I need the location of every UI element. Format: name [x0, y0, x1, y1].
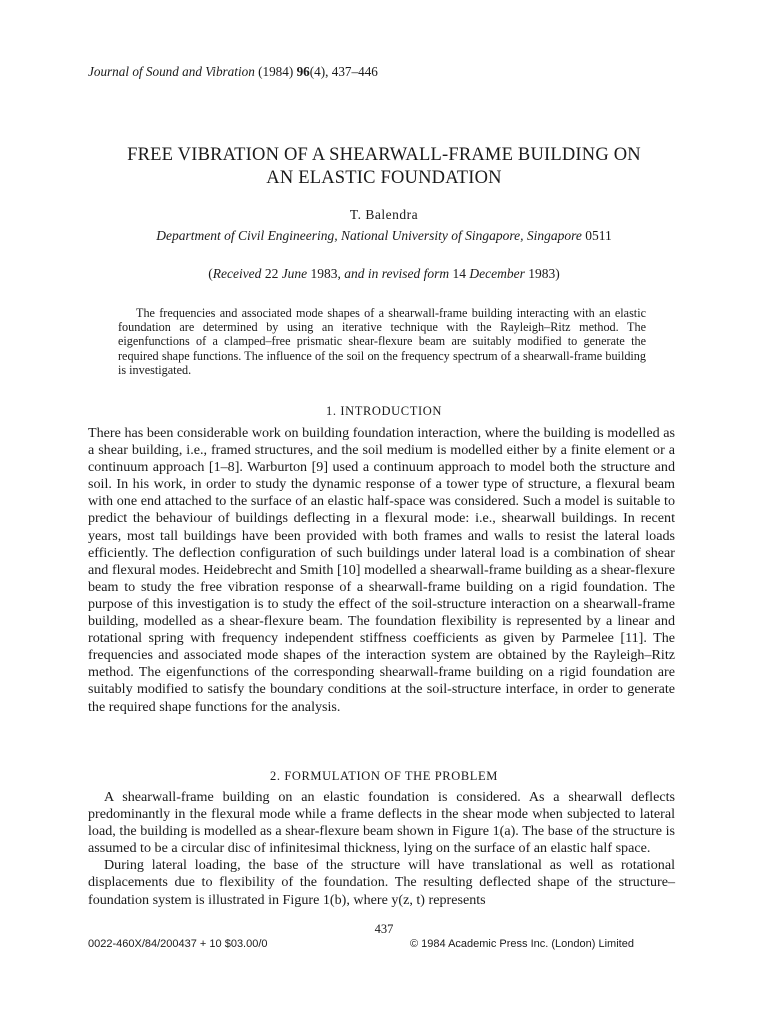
affiliation-postcode: 0511 — [585, 228, 612, 243]
formulation-body — [88, 789, 675, 909]
article-title — [60, 144, 708, 190]
abstract: The frequencies and associated mode shapes of a shearwall-frame building interacting with an elastic foundation are determined by using an iterative technique with the Rayleigh–Ritz method. The eigenfunctions of a clamped–free prismatic shear-flexure beam are suitably modified to generate the required shape functions. The influence of the soil on the frequency spectrum of a shearwall-frame building is investigated. — [118, 306, 646, 377]
journal-year: (1984) — [258, 64, 294, 79]
journal-citation — [88, 64, 378, 80]
received-dates — [0, 266, 768, 282]
section-heading-introduction: 1. INTRODUCTION — [326, 404, 442, 418]
journal-volume: 96 — [296, 64, 310, 79]
journal-issue-pages: (4), 437–446 — [309, 64, 378, 79]
revised-label: and in revised form — [344, 266, 450, 281]
title-line-1: FREE VIBRATION OF A SHEARWALL-FRAME BUILDING ON — [127, 145, 641, 165]
introduction-body — [88, 425, 675, 716]
paragraph: There has been considerable work on building foundation interaction, where the building is modelled as a shear building, i.e., framed structures, and the soil medium is modelled either by a finite element or a continuum approach [1–8]. Warburton [9] used a continuum approach to model both the structure and soil. In his work, in order to study the dynamic response of a tower type of structure, a flexural beam with one end attached to the surface of an elastic half-space was considered. Such a model is suitable to predict the behaviour of buildings deflecting in a flexural mode: i.e., shearwall buildings. In recent years, most tall buildings have been provided with both frames and walls to resist the lateral loads efficiently. The deflection configuration of such buildings under lateral load is a combination of shear and flexural modes. Heidebrecht and Smith [10] modelled a shearwall-frame building as a shear-flexure beam to study the free vibration response of a shearwall-frame building on a rigid foundation. The purpose of this investigation is to study the effect of the soil-structure interaction on a shearwall-frame building, modelled as a shear-flexure beam. The foundation flexibility is represented by a linear and rotational spring with frequency independent stiffness coefficients as given by Parmelee [11]. The frequencies and associated mode shapes of the interaction system are obtained by the Rayleigh–Ritz method. The eigenfunctions of the corresponding shearwall-frame building on a rigid foundation are suitably modified to satisfy the boundary conditions at the soil-structure interface, in order to generate the required shape functions for the analysis. — [88, 425, 675, 715]
received-label: Received — [212, 266, 262, 281]
author-name: T. Balendra — [349, 207, 419, 222]
affiliation-text: Department of Civil Engineering, National University of Singapore, Singapore — [156, 228, 582, 243]
paragraph: During lateral loading, the base of the structure will have translational as well as rotational displacements due to flexibility of the foundation. The resulting deflected shape of the structure–foundation system is illustrated in Figure 1(b), where y(z, t) represents — [88, 857, 675, 908]
title-line-2: AN ELASTIC FOUNDATION — [266, 168, 502, 188]
paragraph: A shearwall-frame building on an elastic foundation is considered. As a shearwall deflects predominantly in the flexural mode while a frame deflects in the shear mode when subjected to lateral load, the building is modelled as a shear-flexure beam shown in Figure 1(a). The base of the structure is assumed to be a circular disc of infinitesimal thickness, lying on the surface of an elastic half space. — [88, 789, 675, 857]
received-year: 1983, — [310, 266, 341, 281]
received-day: 22 — [264, 266, 279, 281]
section-heading-formulation: 2. FORMULATION OF THE PROBLEM — [270, 769, 498, 783]
author-affiliation — [0, 228, 768, 244]
revised-day: 14 — [452, 266, 467, 281]
received-month: June — [281, 266, 308, 281]
received-open-paren: ( — [208, 266, 213, 281]
revised-month: December — [469, 266, 525, 281]
revised-year: 1983) — [528, 266, 560, 281]
article-code: 0022-460X/84/200437 + 10 $03.00/0 — [88, 938, 268, 950]
journal-name: Journal of Sound and Vibration — [88, 64, 255, 79]
page-number: 437 — [374, 922, 394, 936]
copyright-notice: © 1984 Academic Press Inc. (London) Limited — [410, 938, 634, 950]
